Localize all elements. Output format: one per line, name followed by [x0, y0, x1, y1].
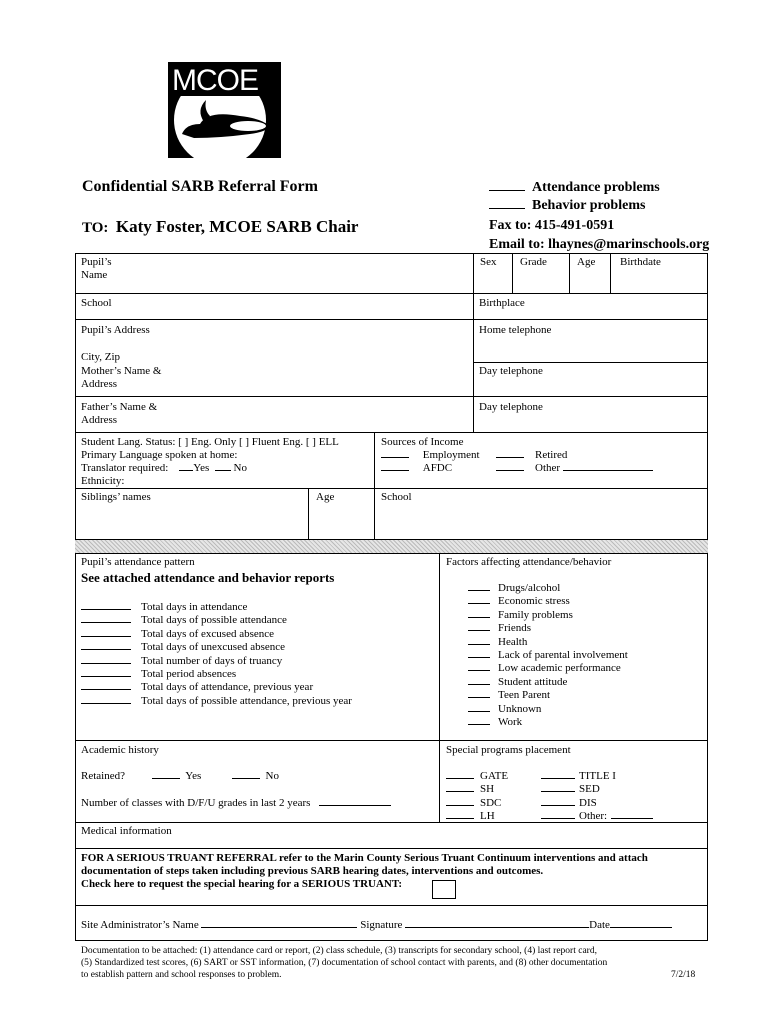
attendance-item-label: Total period absences [141, 667, 237, 680]
special-program-label: TITLE I [579, 770, 616, 782]
city-zip-label: City, Zip [81, 351, 121, 363]
special-programs-label: Special programs placement [446, 744, 571, 756]
factor-item [468, 662, 628, 675]
factor-item-label: Economic stress [498, 595, 570, 608]
serious-truant-line3: Check here to request the special hearing for a SERIOUS TRUANT: [81, 878, 403, 890]
factor-blank[interactable] [468, 724, 490, 725]
father-name-label: Father’s Name & [81, 401, 158, 413]
footer-line1: Documentation to be attached: (1) attendance card or report, (2) class schedule, (3) transcripts for secondary school, (4) last report card, [81, 946, 597, 956]
special-right-list [541, 770, 653, 824]
email-address: Email to: lhaynes@marinschools.org [489, 237, 710, 252]
attendance-item [81, 655, 352, 668]
attendance-item-label: Total days of possible attendance [141, 614, 287, 627]
special-program-item [541, 797, 653, 810]
income-employment: Employment [381, 449, 480, 462]
attendance-blank[interactable] [81, 676, 131, 677]
footer-notes [81, 945, 607, 981]
birthplace-label: Birthplace [479, 297, 525, 309]
special-program-item [541, 783, 653, 796]
special-program-blank[interactable] [541, 791, 575, 792]
factor-blank[interactable] [468, 603, 490, 604]
special-program-label: Other: [579, 810, 608, 823]
special-program-label: SED [579, 783, 600, 796]
income-label: Sources of Income [381, 436, 464, 448]
mother-address-label: Address [81, 378, 118, 390]
attendance-item-label: Total days of possible attendance, previous year [141, 694, 352, 707]
factor-item-label: Unknown [498, 702, 542, 715]
serious-truant-checkbox[interactable] [432, 880, 456, 899]
special-program-label: GATE [480, 770, 509, 782]
signature-row: Site Administrator’s Name Signature Date [81, 919, 672, 932]
factor-item [468, 649, 628, 662]
factor-item-label: Low academic performance [498, 662, 621, 675]
factor-blank[interactable] [468, 590, 490, 591]
academic-history-label: Academic history [81, 744, 159, 756]
behavior-problems-check[interactable]: Behavior problems [489, 198, 645, 214]
factor-item [468, 716, 628, 729]
factor-item [468, 595, 628, 608]
lang-status: Student Lang. Status: [ ] Eng. Only [ ] Fluent Eng. [ ] ELL [81, 436, 339, 448]
factor-item [468, 609, 628, 622]
factors-list [468, 582, 628, 729]
attendance-item-label: Total days in attendance [141, 601, 248, 613]
attendance-blank[interactable] [81, 689, 131, 690]
attendance-item [81, 681, 352, 694]
attendance-item [81, 641, 352, 654]
special-program-blank[interactable] [446, 791, 474, 792]
factor-blank[interactable] [468, 657, 490, 658]
special-program-blank[interactable] [541, 805, 575, 806]
attendance-item [81, 601, 352, 614]
attendance-list [81, 601, 352, 708]
attendance-blank[interactable] [81, 636, 131, 637]
special-program-blank[interactable] [446, 805, 474, 806]
income-other: Other [496, 462, 653, 475]
factor-item-label: Friends [498, 622, 531, 635]
sex-label: Sex [480, 256, 497, 268]
siblings-names-label: Siblings’ names [81, 491, 151, 503]
special-program-blank[interactable] [446, 818, 474, 819]
special-program-label: LH [480, 810, 495, 823]
factor-item [468, 582, 628, 595]
pupil-address-label: Pupil’s Address [81, 324, 150, 336]
factor-item [468, 622, 628, 635]
retained-row: Retained? Yes No [81, 770, 279, 782]
attendance-blank[interactable] [81, 703, 131, 704]
special-program-label: SDC [480, 796, 502, 809]
factor-blank[interactable] [468, 630, 490, 631]
dfu-classes-row: Number of classes with D/F/U grades in last 2 years [81, 797, 391, 810]
attendance-item-label: Total number of days of truancy [141, 654, 283, 667]
special-left-list [446, 770, 508, 824]
translator-required: Translator required: Yes No [81, 462, 247, 474]
birthdate-label: Birthdate [620, 256, 661, 268]
special-program-blank[interactable] [541, 818, 575, 819]
attendance-item [81, 668, 352, 681]
income-afdc: AFDC [381, 462, 452, 475]
special-program-label: SH [480, 783, 495, 796]
ethnicity-label: Ethnicity: [81, 475, 125, 487]
attendance-blank[interactable] [81, 622, 131, 623]
to-label: TO: Katy Foster, MCOE SARB Chair [82, 217, 359, 236]
shaded-divider [75, 540, 708, 553]
see-attached-note: See attached attendance and behavior reports [81, 570, 335, 585]
factor-item-label: Student attitude [498, 675, 568, 688]
attendance-item-label: Total days of attendance, previous year [141, 681, 314, 694]
grade-label: Grade [520, 256, 547, 268]
attendance-item [81, 628, 352, 641]
factor-item [468, 689, 628, 702]
factor-item [468, 703, 628, 716]
special-program-item [446, 783, 508, 796]
factor-blank[interactable] [468, 711, 490, 712]
special-program-item [541, 770, 653, 783]
factor-item-label: Work [498, 715, 523, 728]
site-admin-name-field[interactable] [201, 927, 357, 928]
income-retired: Retired [496, 449, 567, 462]
factor-item-label: Drugs/alcohol [498, 582, 561, 594]
factor-item-label: Family problems [498, 608, 573, 621]
footer-date: 7/2/18 [671, 970, 696, 980]
serious-truant-line2: documentation of steps taken including previous SARB hearing dates, interventions and outcomes. [81, 865, 544, 877]
serious-truant-line1: FOR A SERIOUS TRUANT REFERRAL refer to the Marin County Serious Truant Continuum interventions and attach [81, 852, 648, 864]
special-program-blank[interactable] [541, 778, 575, 779]
factor-blank[interactable] [468, 617, 490, 618]
day-telephone-label-1: Day telephone [479, 365, 543, 377]
attendance-pattern-label: Pupil’s attendance pattern [81, 556, 195, 568]
day-telephone-label-2: Day telephone [479, 401, 543, 413]
siblings-age-label: Age [316, 491, 335, 503]
factor-blank[interactable] [468, 697, 490, 698]
primary-language: Primary Language spoken at home: [81, 449, 238, 461]
factor-item [468, 636, 628, 649]
age-label: Age [577, 256, 596, 268]
attendance-blank[interactable] [81, 663, 131, 664]
attendance-item [81, 614, 352, 627]
other-program-field[interactable] [611, 818, 653, 819]
factor-blank[interactable] [468, 670, 490, 671]
signature-field[interactable] [405, 927, 589, 928]
mcoe-logo [168, 62, 281, 158]
special-program-item [446, 797, 508, 810]
pupil-label: Pupil’s [81, 256, 112, 268]
special-program-label: DIS [579, 796, 597, 809]
date-field[interactable] [610, 927, 672, 928]
factor-blank[interactable] [468, 644, 490, 645]
father-address-label: Address [81, 414, 118, 426]
factor-item-label: Lack of parental involvement [498, 648, 628, 661]
footer-line3: to establish pattern and school responses to problem. [81, 970, 282, 980]
mother-name-label: Mother’s Name & [81, 365, 162, 377]
form-title: Confidential SARB Referral Form [82, 178, 318, 195]
school-label: School [81, 297, 112, 309]
attendance-item-label: Total days of excused absence [141, 627, 275, 640]
name-label: Name [81, 269, 108, 281]
medical-info-label: Medical information [81, 825, 172, 837]
attendance-item [81, 695, 352, 708]
attendance-blank[interactable] [81, 649, 131, 650]
attendance-problems-check[interactable]: Attendance problems [489, 180, 660, 196]
logo-text: MCOE [172, 64, 258, 97]
special-program-blank[interactable] [446, 778, 474, 779]
factor-item-label: Teen Parent [498, 689, 551, 702]
special-program-item [446, 770, 508, 783]
attendance-item-label: Total days of unexcused absence [141, 641, 286, 654]
factors-label: Factors affecting attendance/behavior [446, 556, 612, 568]
factor-blank[interactable] [468, 684, 490, 685]
home-telephone-label: Home telephone [479, 324, 552, 336]
fax-number: Fax to: 415-491-0591 [489, 218, 615, 233]
factor-item [468, 676, 628, 689]
attendance-blank[interactable] [81, 609, 131, 610]
factor-item-label: Health [498, 635, 528, 648]
footer-line2: (5) Standardized test scores, (6) SART or SST information, (7) documentation of school contact with parents, and (8) other documentation [81, 958, 608, 968]
to-name: Katy Foster, MCOE SARB Chair [115, 217, 359, 236]
siblings-school-label: School [381, 491, 412, 503]
